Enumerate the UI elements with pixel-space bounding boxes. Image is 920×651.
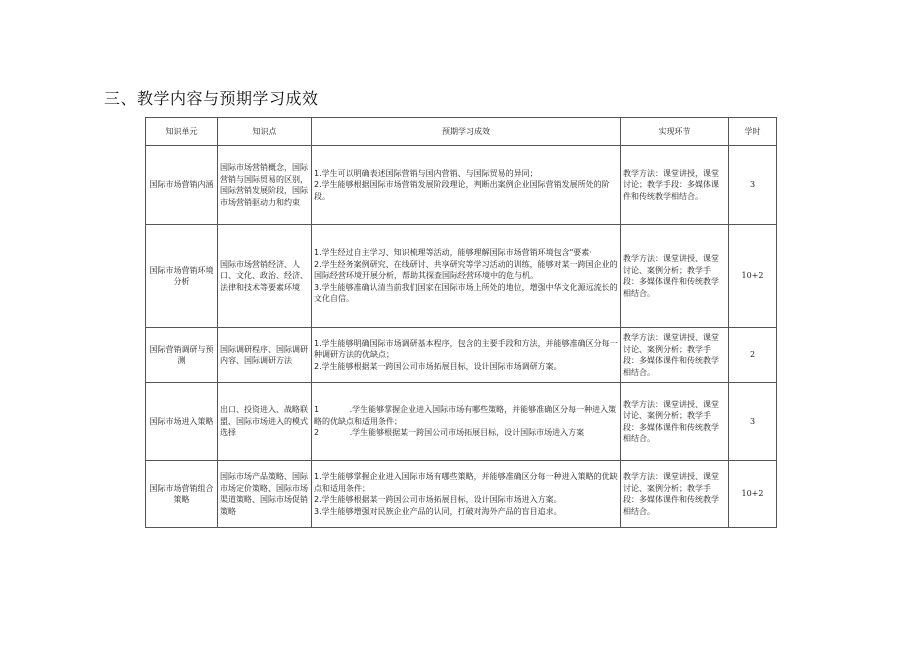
outcome-item: 3.学生能够增强对民族企业产品的认同，打破对海外产品的盲目追求。 xyxy=(314,506,562,516)
practice-cell: 教学方法：课堂讲授、课堂讨论、案例分析；教学手段：多媒体课件和传统教学相结合。 xyxy=(621,461,729,528)
practice-cell: 教学方法：课堂讲授，课堂讨论；教学手段：多媒体课件和传统教学相结合。 xyxy=(621,146,729,225)
outcome-item: 2.学生能够根据某一跨国公司市场拓展目标，设计国际市场进入方案。 xyxy=(314,495,562,504)
outcome-item: 2.学生能够根据国际市场营销发展阶段理论，判断出案例企业国际营销发展所处的阶段。 xyxy=(314,180,610,201)
outcomes-cell xyxy=(312,328,621,383)
outcome-item: 1 .学生能够掌握企业进入国际市场有哪些策略，并能够准确区分每一种进入策略的优缺点和适用条件； xyxy=(314,405,617,426)
unit-cell: 国际市场进入策略 xyxy=(146,383,218,461)
header-hours: 学时 xyxy=(729,118,777,146)
outcome-item: 2.学生能够根据某一跨国公司市场拓展目标，设计国际市场调研方案。 xyxy=(314,361,562,371)
unit-cell: 国际市场营销组合策略 xyxy=(146,461,218,528)
outcome-item: 2 .学生能够根据某一跨国公司市场拓展目标，设计国际市场进入方案 xyxy=(314,428,585,438)
topics-cell: 国际调研程序、国际调研内容、国际调研方法 xyxy=(218,328,312,383)
unit-cell: 国际营销调研与预测 xyxy=(146,328,218,383)
outcomes-cell xyxy=(312,461,621,528)
outcomes-cell xyxy=(312,383,621,461)
outcome-item: 3.学生能够准确认清当前我们国家在国际市场上所处的地位，增强中华文化源远流长的文化自信。 xyxy=(314,282,618,304)
header-topics: 知识点 xyxy=(218,118,312,146)
outcome-item: 2.学生经务案例研究、在线研讨、共享研究等学习活动的训练，能够对某一跨国企业的国际经营环境开展分析，帮助其探查国际经营环境中的危与机。 xyxy=(314,259,618,281)
hours-cell: 3 xyxy=(729,383,777,461)
topics-cell: 国际市场营销经济、人口、文化、政治、经济、法律和技术等要素环境 xyxy=(218,225,312,328)
hours-cell: 2 xyxy=(729,328,777,383)
outcome-item: 1.学生能够掌握企业进入国际市场有哪些策略，并能够准确区分每一种进入策略的优缺点和适用条件； xyxy=(314,472,618,493)
practice-cell: 教学方法：课堂讲授、课堂讨论、案例分析；教学手段：多媒体课件和传统教学相结合。 xyxy=(621,328,729,383)
header-practice: 实现环节 xyxy=(621,118,729,146)
outcome-item: 1.学生可以明确表述国际营销与国内营销、与国际贸易的异同； xyxy=(314,168,538,178)
practice-cell: 教学方法：课堂讲授、课堂讨论、案例分析；教学手段：多媒体课件和传统教学相结合。 xyxy=(621,383,729,461)
unit-cell: 国际市场营销内涵 xyxy=(146,146,218,225)
outcome-item: 1.学生经过自主学习、知识梳理等活动，能够理解国际市场营销环境包含"要素· xyxy=(314,248,592,258)
topics-cell: 国际市场产品策略、国际市场定价策略、国际市场渠道策略、国际市场促销策略 xyxy=(218,461,312,528)
table-row xyxy=(146,146,777,225)
topics-cell: 国际市场营销概念，国际营销与国际贸易的区别，国际营销发展阶段，国际市场营销驱动力和约束 xyxy=(218,146,312,225)
practice-cell: 教学方法：课堂讲授、课堂讨论、案例分析；教学手段：多媒体课件和传统教学相结合。 xyxy=(621,225,729,328)
topics-cell: 出口、投资进入、战略联盟、国际市场进入的模式选择 xyxy=(218,383,312,461)
header-outcomes: 预期学习成效 xyxy=(312,118,621,146)
hours-cell: 10+2 xyxy=(729,461,777,528)
hours-cell: 10+2 xyxy=(729,225,777,328)
unit-cell: 国际市场营销环境分析 xyxy=(146,225,218,328)
section-heading: 三、教学内容与预期学习成效 xyxy=(104,89,319,108)
table-row xyxy=(146,383,777,461)
table-row xyxy=(146,225,777,328)
table-row xyxy=(146,328,777,383)
outcome-item: 1.学生能够明确国际市场调研基本程序，包含的主要手段和方法，并能够准确区分每一种调研方法的优缺点； xyxy=(314,338,618,360)
outcomes-cell xyxy=(312,225,621,328)
hours-cell: 3 xyxy=(729,146,777,225)
header-unit: 知识单元 xyxy=(146,118,218,146)
table-row xyxy=(146,461,777,528)
outcomes-cell xyxy=(312,146,621,225)
curriculum-table xyxy=(145,117,777,528)
table-header-row xyxy=(146,118,777,146)
